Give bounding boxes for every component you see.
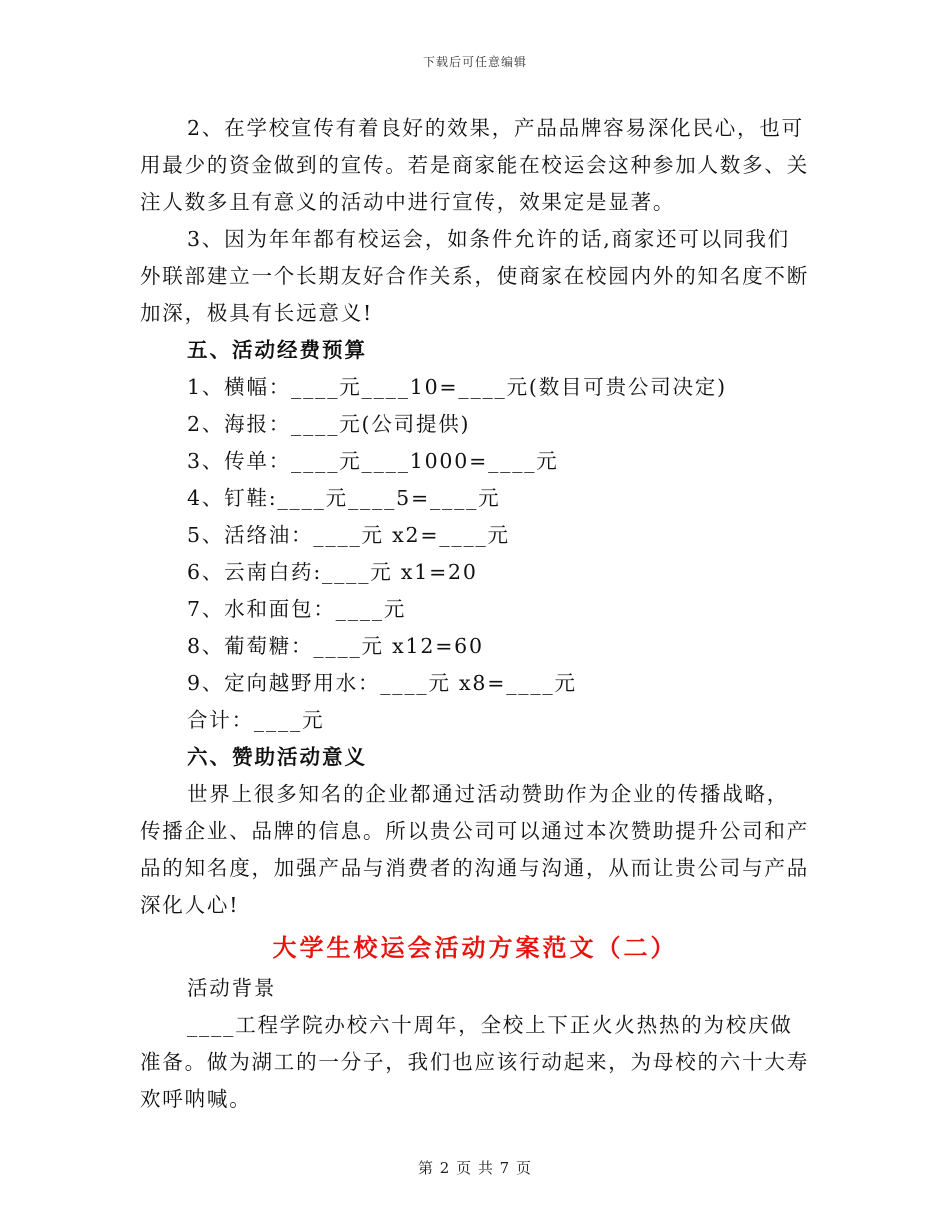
page-footer: 第 2 页 共 7 页 (418, 1159, 532, 1177)
document-body (140, 110, 810, 1118)
background-label: 活动背景 (187, 976, 277, 1000)
background-paragraph: ____工程学院办校六十周年，全校上下正火火热热的为校庆做准备。做为湖工的一分子，我们也应该行动起来，为母校的六十大寿欢呼呐喊。 (140, 1013, 809, 1111)
budget-item-8: 8、葡萄糖：____元 x12=60 (187, 634, 484, 658)
budget-item-7: 7、水和面包：____元 (187, 597, 407, 621)
significance-paragraph: 世界上很多知名的企业都通过活动赞助作为企业的传播战略，传播企业、品牌的信息。所以贵公司可以通过本次赞助提升公司和产品的知名度，加强产品与消费者的沟通与沟通，从而让贵公司与产品深化人心! (140, 782, 809, 917)
budget-item-9: 9、定向越野用水：____元 x8=____元 (187, 671, 577, 695)
budget-total: 合计：____元 (187, 708, 325, 732)
budget-item-4: 4、钉鞋:____元____5=____元 (187, 486, 501, 510)
section-heading-significance: 六、赞助活动意义 (187, 745, 367, 769)
paragraph-point-3: 3、因为年年都有校运会，如条件允许的话,商家还可以同我们外联部建立一个长期友好合作关系，使商家在校园内外的知名度不断加深，极具有长远意义! (140, 227, 809, 325)
budget-item-5: 5、活络油：____元 x2=____元 (187, 523, 510, 547)
section-heading-budget: 五、活动经费预算 (187, 338, 367, 362)
page-header: 下载后可任意编辑 (422, 55, 527, 69)
budget-item-3: 3、传单：____元____1000=____元 (187, 449, 559, 473)
document-title: 大学生校运会活动方案范文（二） (272, 933, 678, 962)
paragraph-point-2: 2、在学校宣传有着良好的效果，产品品牌容易深化民心，也可用最少的资金做到的宣传。若是商家能在校运会这种参加人数多、关注人数多且有意义的活动中进行宣传，效果定是显著。 (140, 116, 809, 214)
budget-item-6: 6、云南白药:____元 x1=20 (187, 560, 478, 584)
budget-item-2: 2、海报：____元(公司提供) (187, 412, 471, 436)
budget-item-1: 1、横幅：____元____10=____元(数目可贵公司决定) (187, 375, 727, 399)
